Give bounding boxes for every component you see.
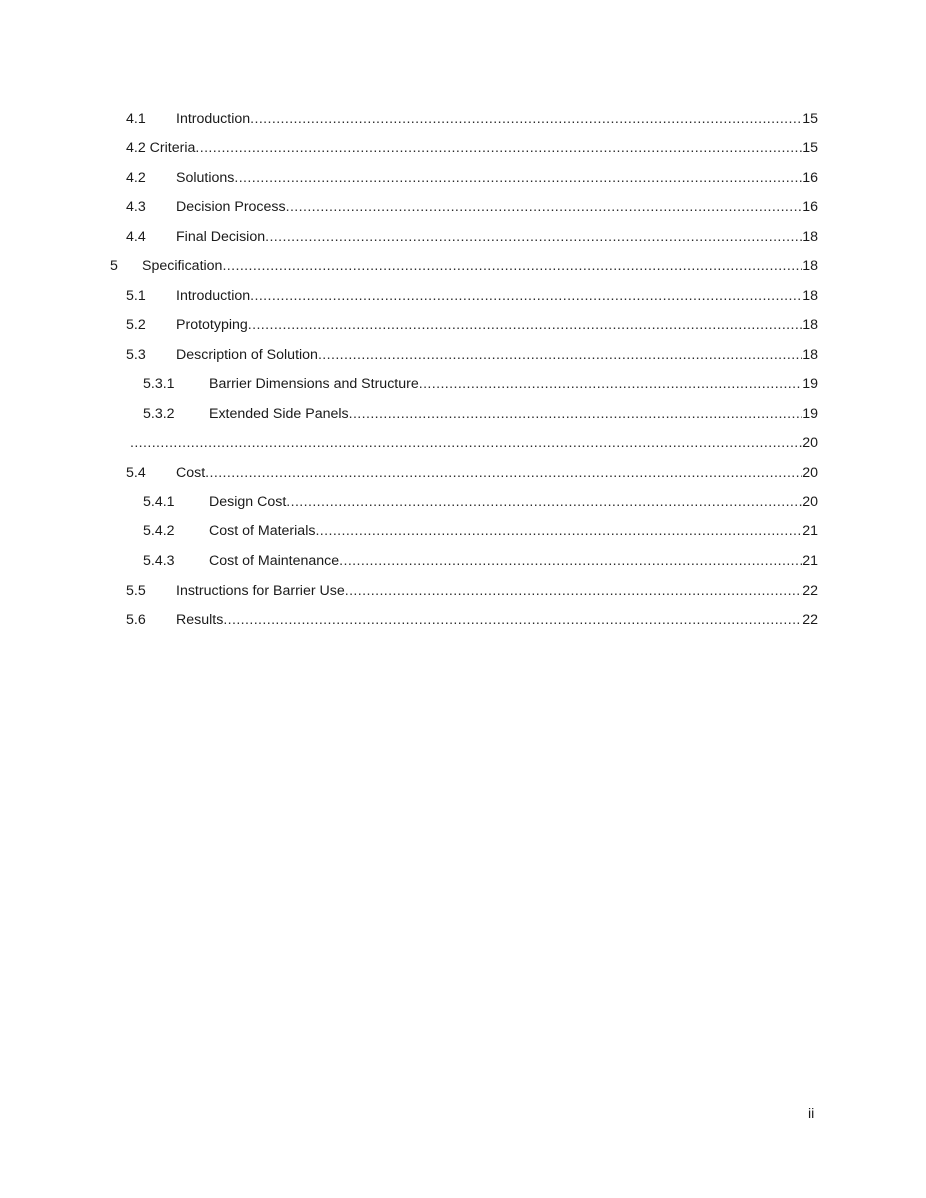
toc-entry-page: 18 [802, 258, 818, 274]
toc-dot-leader [130, 433, 802, 453]
toc-entry-title: Decision Process [176, 199, 286, 215]
toc-entry [126, 286, 818, 306]
toc-entry-body [176, 168, 818, 188]
toc-entry-title: Introduction [176, 111, 251, 127]
toc-dot-leader [349, 404, 803, 424]
toc-dot-leader [248, 315, 802, 335]
toc-dot-leader [195, 138, 802, 158]
toc-entry-title: Barrier Dimensions and Structure [209, 376, 419, 392]
toc-entry-title: Cost of Maintenance [209, 553, 340, 569]
toc-entry-body [142, 256, 818, 276]
toc-entry-title: Solutions [176, 170, 235, 186]
toc-entry-number: 5.1 [126, 288, 146, 304]
toc-entry-number: 5.2 [126, 317, 146, 333]
toc-dot-leader [286, 197, 803, 217]
toc-entry-title: Design Cost [209, 494, 287, 510]
toc-entry-title: Final Decision [176, 229, 266, 245]
toc-entry-body [176, 610, 818, 630]
toc-entry-body [176, 227, 818, 247]
toc-entry-number: 4.2 [126, 170, 146, 186]
toc-entry-number: 5.6 [126, 612, 146, 628]
toc-entry [126, 315, 818, 335]
toc-entry [126, 581, 818, 601]
toc-entry-page: 22 [802, 583, 818, 599]
toc-entry [126, 610, 818, 630]
toc-entry-body [176, 463, 818, 483]
toc-entry [126, 197, 818, 217]
toc-entry [126, 109, 818, 129]
toc-entry [143, 551, 818, 571]
toc-entry [126, 168, 818, 188]
toc-dot-leader [222, 256, 802, 276]
toc-entry-number: 5.4.3 [143, 553, 175, 569]
toc-dot-leader [223, 610, 802, 630]
toc-entry-body [209, 492, 818, 512]
toc-entry [126, 138, 818, 158]
toc-entry-number: 5.4 [126, 465, 146, 481]
toc-entry-body [176, 315, 818, 335]
toc-dot-leader [234, 168, 802, 188]
toc-entry-title: Description of Solution [176, 347, 318, 363]
toc-entry-body [126, 138, 818, 158]
toc-entry-number: 5.3.2 [143, 406, 175, 422]
toc-entry-body [176, 581, 818, 601]
toc-entry [126, 463, 818, 483]
toc-entry-number: 4.4 [126, 229, 146, 245]
toc-entry-body [176, 345, 818, 365]
toc-entry-page: 21 [802, 523, 818, 539]
toc-entry-page: 15 [802, 111, 818, 127]
toc-entry-number: 4.1 [126, 111, 146, 127]
toc-dot-leader [205, 463, 802, 483]
toc-entry [126, 345, 818, 365]
toc-entry-page: 18 [802, 288, 818, 304]
toc-dot-leader [339, 551, 802, 571]
toc-entry [110, 256, 818, 276]
toc-entry [126, 227, 818, 247]
toc-entry-title: Results [176, 612, 224, 628]
toc-dot-leader [315, 521, 802, 541]
toc-entry-body [209, 521, 818, 541]
toc-entry-number: 5.4.1 [143, 494, 175, 510]
toc-entry-title: Specification [142, 258, 223, 274]
toc-entry-page: 19 [802, 406, 818, 422]
toc-dot-leader [250, 109, 802, 129]
toc-entry-title: Instructions for Barrier Use [176, 583, 345, 599]
toc-entry-page: 20 [802, 494, 818, 510]
toc-dot-leader [318, 345, 802, 365]
toc-entry-page: 22 [802, 612, 818, 628]
toc-entry-body [209, 374, 818, 394]
toc-entry-body [209, 551, 818, 571]
toc-entry-title: Cost [176, 465, 206, 481]
toc-dot-leader [345, 581, 802, 601]
toc-entry-title: Prototyping [176, 317, 248, 333]
toc-entry-body [176, 109, 818, 129]
toc-entry-number: 4.3 [126, 199, 146, 215]
toc-entry-number: 5.4.2 [143, 523, 175, 539]
toc-entry-page: 18 [802, 347, 818, 363]
toc-entry-body [176, 197, 818, 217]
toc-entry-page: 18 [802, 317, 818, 333]
toc-entry-page: 16 [802, 170, 818, 186]
toc-dot-leader [250, 286, 802, 306]
toc-dot-leader [419, 374, 802, 394]
toc-entry-body [209, 404, 818, 424]
toc-entry-number: 5.3.1 [143, 376, 175, 392]
toc-entry [143, 521, 818, 541]
toc-entry-page: 21 [802, 553, 818, 569]
toc-entry-body [130, 433, 818, 453]
toc-dot-leader [265, 227, 802, 247]
toc-entry-page: 18 [802, 229, 818, 245]
toc-entry-page: 15 [802, 140, 818, 156]
toc-entry-title: Cost of Materials [209, 523, 316, 539]
toc-dot-leader [286, 492, 802, 512]
toc-entry-page: 20 [802, 465, 818, 481]
toc-entry-title: Extended Side Panels [209, 406, 349, 422]
toc-entry-page: 19 [802, 376, 818, 392]
toc-entry [143, 374, 818, 394]
toc-entry-title: Introduction [176, 288, 251, 304]
toc-entry-number: 5 [110, 258, 118, 274]
toc-entry [143, 404, 818, 424]
toc-entry-page: 20 [802, 435, 818, 451]
toc-entry-page: 16 [802, 199, 818, 215]
toc-entry [143, 492, 818, 512]
toc-entry [130, 433, 818, 453]
toc-entry-number: 5.5 [126, 583, 146, 599]
toc-entry-body [176, 286, 818, 306]
page-number: ii [808, 1106, 815, 1122]
toc-entry-number: 5.3 [126, 347, 146, 363]
toc-entry-title: 4.2 Criteria [126, 140, 196, 156]
